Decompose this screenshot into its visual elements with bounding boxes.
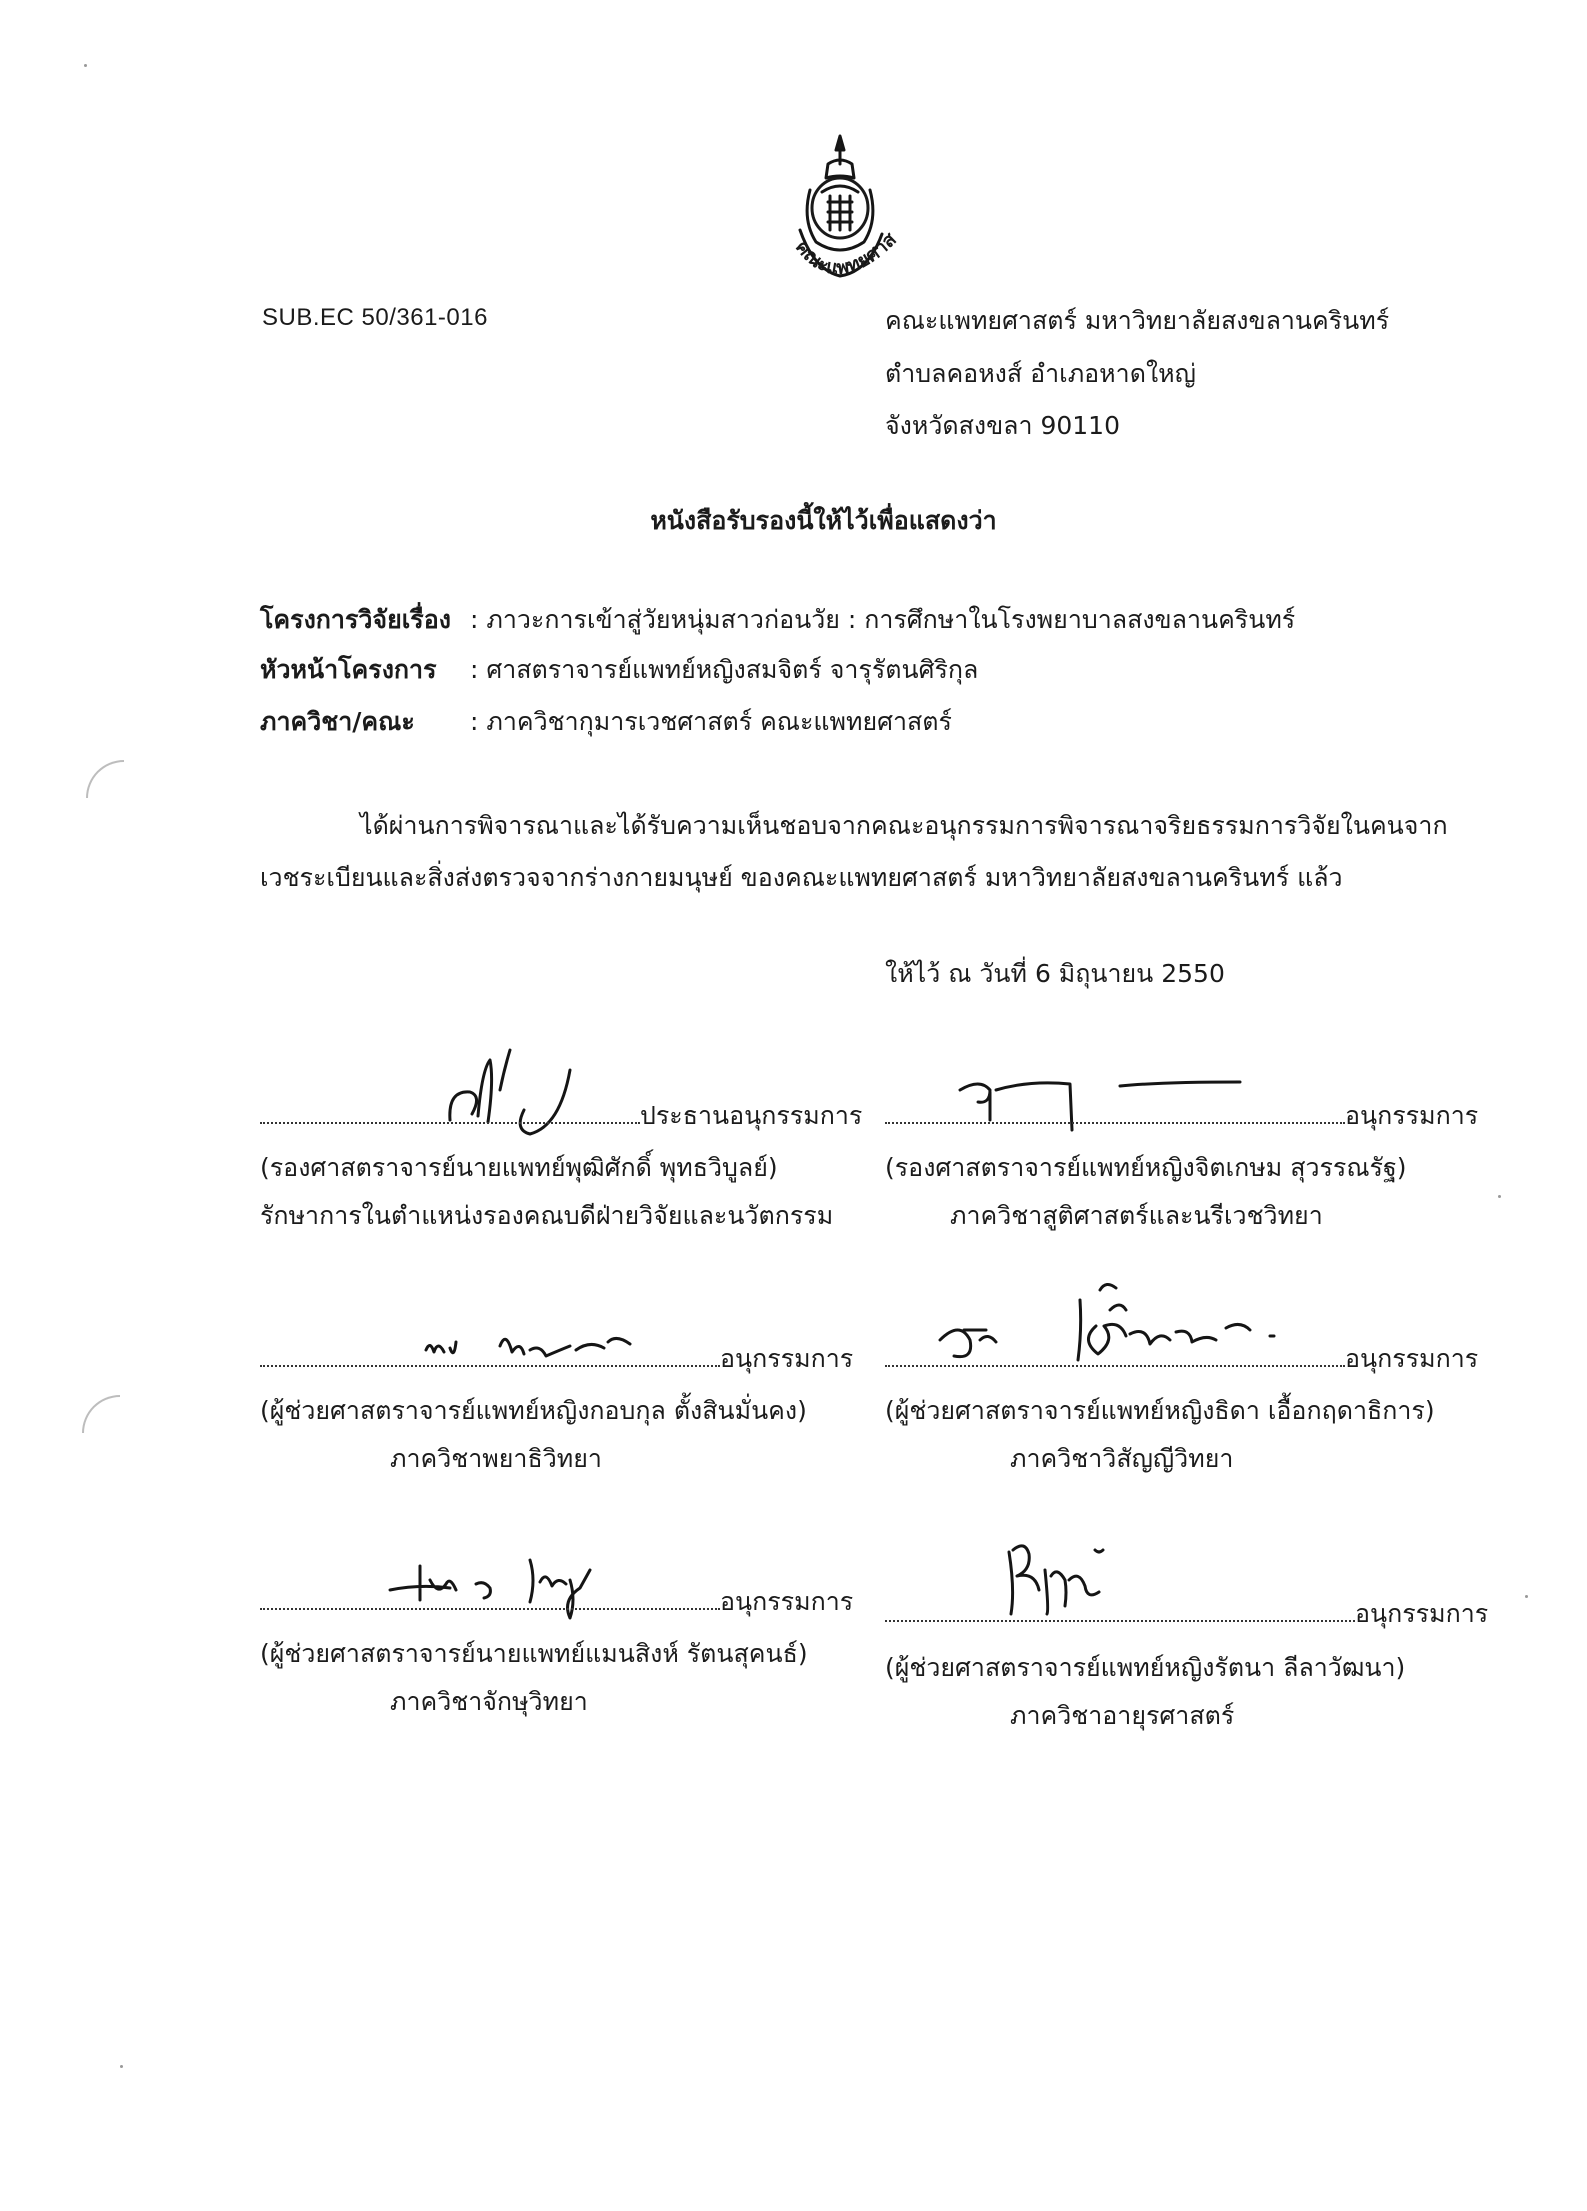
field-label-department: ภาควิชา/คณะ (260, 707, 415, 736)
signatory-department: รักษาการในตำแหน่งรองคณบดีฝ่ายวิจัยและนวัตกรรม (260, 1201, 834, 1230)
punch-hole-mark (86, 760, 124, 798)
signatory-name: (ผู้ช่วยศาสตราจารย์นายแพทย์แมนสิงห์ รัตนสุคนธ์) (260, 1639, 808, 1668)
signature-dotted-line (260, 1100, 640, 1124)
address-line-3: จังหวัดสงขลา 90110 (885, 411, 1120, 440)
body-line-1: ได้ผ่านการพิจารณาและได้รับความเห็นชอบจากคณะอนุกรรมการพิจารณาจริยธรรมการวิจัยในคนจาก (360, 811, 1448, 840)
signatory-role: อนุกรรมการ (720, 1344, 854, 1373)
field-value-head: : ศาสตราจารย์แพทย์หญิงสมจิตร์ จารุรัตนศิริกุล (470, 655, 979, 684)
signature-dotted-line (885, 1343, 1345, 1367)
signatory-name: (ผู้ช่วยศาสตราจารย์แพทย์หญิงกอบกุล ตั้งสินมั่นคง) (260, 1396, 807, 1425)
signatory-name: (รองศาสตราจารย์แพทย์หญิงจิตเกษม สุวรรณรัฐ) (885, 1153, 1407, 1182)
signature-dotted-line (885, 1598, 1355, 1622)
signature-line-member (260, 1343, 853, 1375)
signature-dotted-line (260, 1586, 720, 1610)
signatory-role: อนุกรรมการ (1345, 1101, 1479, 1130)
faculty-seal-logo (763, 113, 910, 300)
signatory-name: (ผู้ช่วยศาสตราจารย์แพทย์หญิงรัตนา ลีลาวัฒนา) (885, 1653, 1406, 1682)
field-label-head: หัวหน้าโครงการ (260, 655, 437, 684)
scan-speck (1498, 1195, 1501, 1198)
signatory-name: (ผู้ช่วยศาสตราจารย์แพทย์หญิงธิดา เอื้อกฤดาธิการ) (885, 1396, 1435, 1425)
scan-speck (120, 2065, 123, 2068)
signatory-role: อนุกรรมการ (720, 1587, 854, 1616)
signature-dotted-line (885, 1100, 1345, 1124)
reference-number: SUB.EC 50/361-016 (262, 304, 488, 331)
signature-line-member (260, 1586, 853, 1618)
signatory-department: ภาควิชาจักษุวิทยา (390, 1687, 588, 1716)
signatory-name: (รองศาสตราจารย์นายแพทย์พุฒิศักดิ์ พุทธวิบูลย์) (260, 1153, 778, 1182)
field-label-project: โครงการวิจัยเรื่อง (260, 605, 451, 634)
signature-dotted-line (260, 1343, 720, 1367)
signatory-department: ภาควิชาอายุรศาสตร์ (1010, 1701, 1235, 1730)
issue-date: ให้ไว้ ณ วันที่ 6 มิถุนายน 2550 (885, 959, 1225, 988)
svg-text:คณะแพทยศาสตร์: คณะแพทยศาสตร์ (763, 113, 901, 280)
punch-hole-mark (82, 1395, 120, 1433)
signatory-role: ประธานอนุกรรมการ (640, 1101, 863, 1130)
field-value-project: : ภาวะการเข้าสู่วัยหนุ่มสาวก่อนวัย : การศึกษาในโรงพยาบาลสงขลานครินทร์ (470, 605, 1296, 634)
signatory-department: ภาควิชาพยาธิวิทยา (390, 1444, 602, 1473)
scan-speck (84, 64, 87, 67)
signature-line-member (885, 1343, 1478, 1375)
body-line-2: เวชระเบียนและสิ่งส่งตรวจจากร่างกายมนุษย์ ของคณะแพทยศาสตร์ มหาวิทยาลัยสงขลานครินทร์ แล้ว (260, 863, 1343, 892)
signature-line-member (885, 1100, 1478, 1132)
signature-line-member (885, 1598, 1488, 1630)
signatory-department: ภาควิชาวิสัญญีวิทยา (1010, 1444, 1234, 1473)
signatory-role: อนุกรรมการ (1345, 1344, 1479, 1373)
address-line-2: ตำบลคอหงส์ อำเภอหาดใหญ่ (885, 359, 1196, 388)
signatory-role: อนุกรรมการ (1355, 1599, 1489, 1628)
signature-line-chair (260, 1100, 862, 1132)
signatory-department: ภาควิชาสูติศาสตร์และนรีเวชวิทยา (950, 1201, 1323, 1230)
address-line-1: คณะแพทยศาสตร์ มหาวิทยาลัยสงขลานครินทร์ (885, 306, 1390, 335)
certificate-heading: หนังสือรับรองนี้ให้ไว้เพื่อแสดงว่า (650, 506, 997, 535)
field-value-department: : ภาควิชากุมารเวชศาสตร์ คณะแพทยศาสตร์ (470, 707, 952, 736)
scan-speck (1525, 1595, 1528, 1598)
